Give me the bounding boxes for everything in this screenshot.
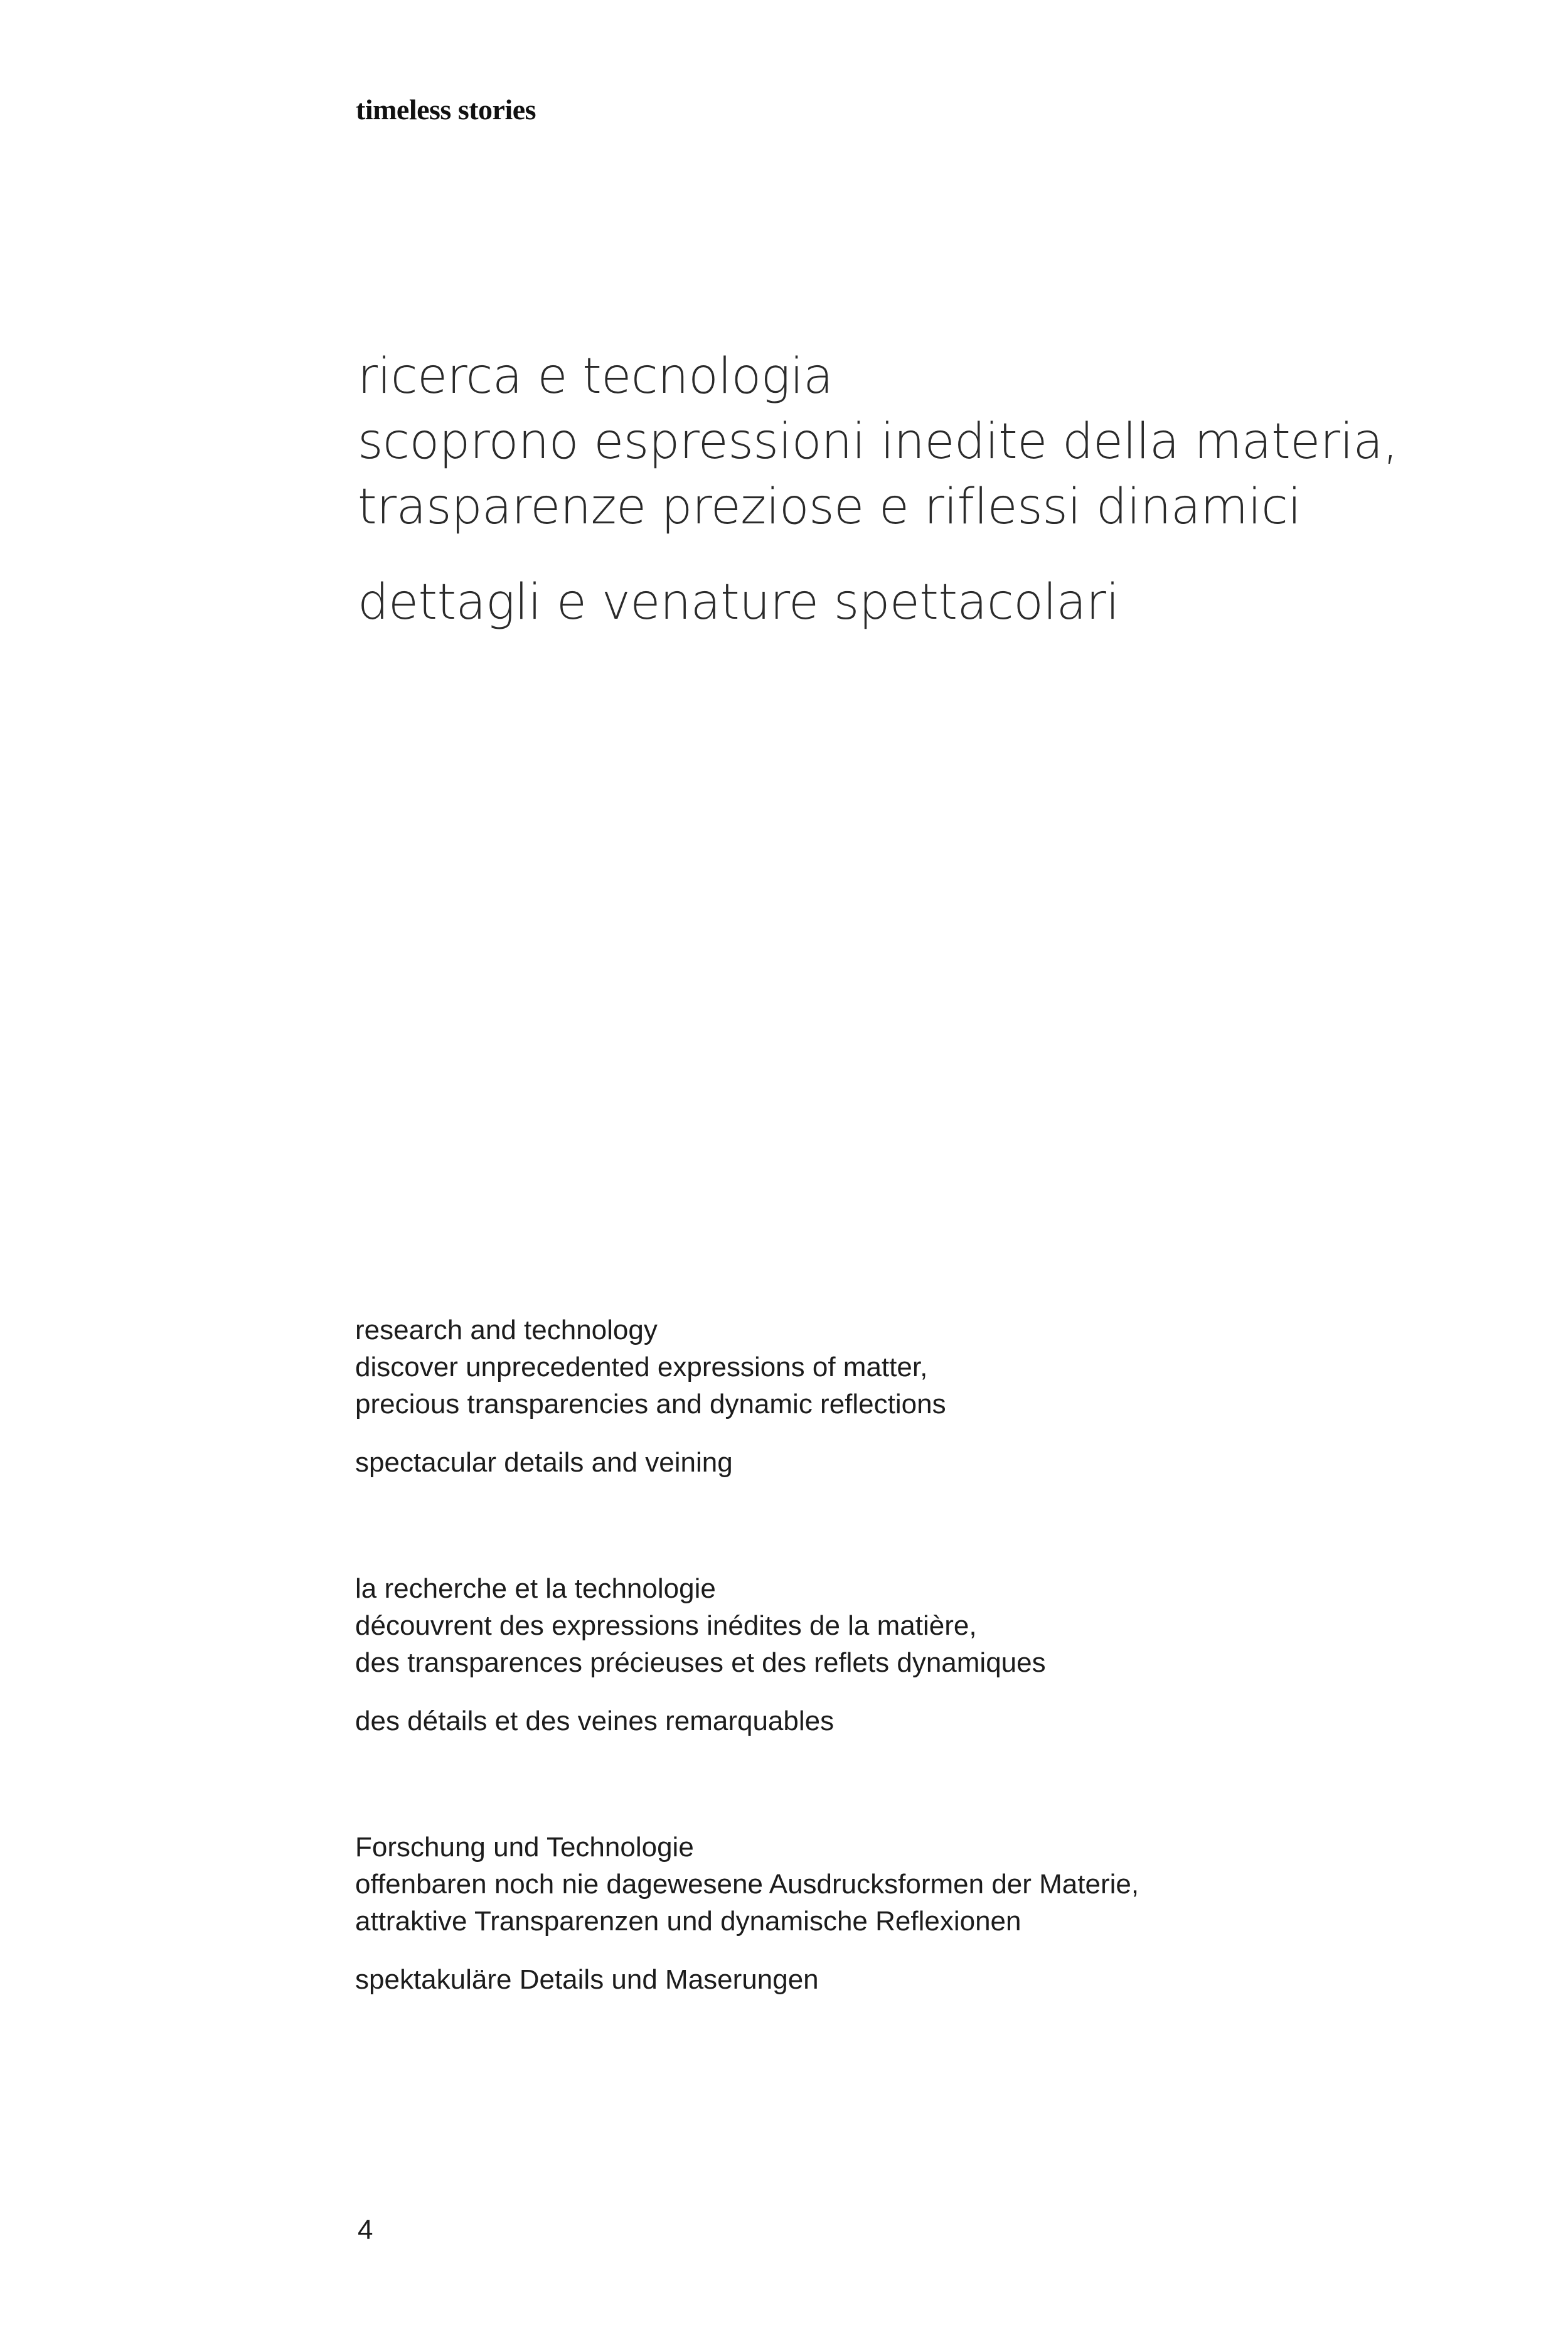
french-tagline: des détails et des veines remarquables bbox=[355, 1706, 835, 1736]
italian-line: ricerca e tecnologia bbox=[358, 348, 833, 405]
italian-text-block bbox=[358, 344, 1487, 635]
italian-line: trasparenze preziose e riflessi dinamici bbox=[358, 479, 1301, 535]
english-tagline: spectacular details and veining bbox=[355, 1447, 733, 1478]
german-line: offenbaren noch nie dagewesene Ausdrucksformen der Materie, bbox=[355, 1869, 1139, 1900]
german-text-block bbox=[355, 1829, 1485, 1998]
french-line: des transparences précieuses et des reflets dynamiques bbox=[355, 1647, 1046, 1678]
brand-title: timeless stories bbox=[356, 94, 536, 126]
italian-line: scoprono espressioni inedite della materia, bbox=[358, 414, 1399, 470]
english-line: discover unprecedented expressions of matter, bbox=[355, 1352, 928, 1382]
german-line: attraktive Transparenzen und dynamische Reflexionen bbox=[355, 1906, 1021, 1937]
french-line: la recherche et la technologie bbox=[355, 1573, 716, 1604]
italian-tagline: dettagli e venature spettacolari bbox=[358, 574, 1119, 631]
german-tagline: spektakuläre Details und Maserungen bbox=[355, 1964, 819, 1995]
english-line: precious transparencies and dynamic reflections bbox=[355, 1389, 946, 1419]
german-line: Forschung und Technologie bbox=[355, 1832, 694, 1863]
english-text-block bbox=[355, 1312, 1485, 1481]
english-line: research and technology bbox=[355, 1315, 658, 1345]
french-line: découvrent des expressions inédites de la matière, bbox=[355, 1610, 977, 1641]
french-text-block bbox=[355, 1570, 1485, 1740]
page-number: 4 bbox=[358, 2215, 373, 2245]
